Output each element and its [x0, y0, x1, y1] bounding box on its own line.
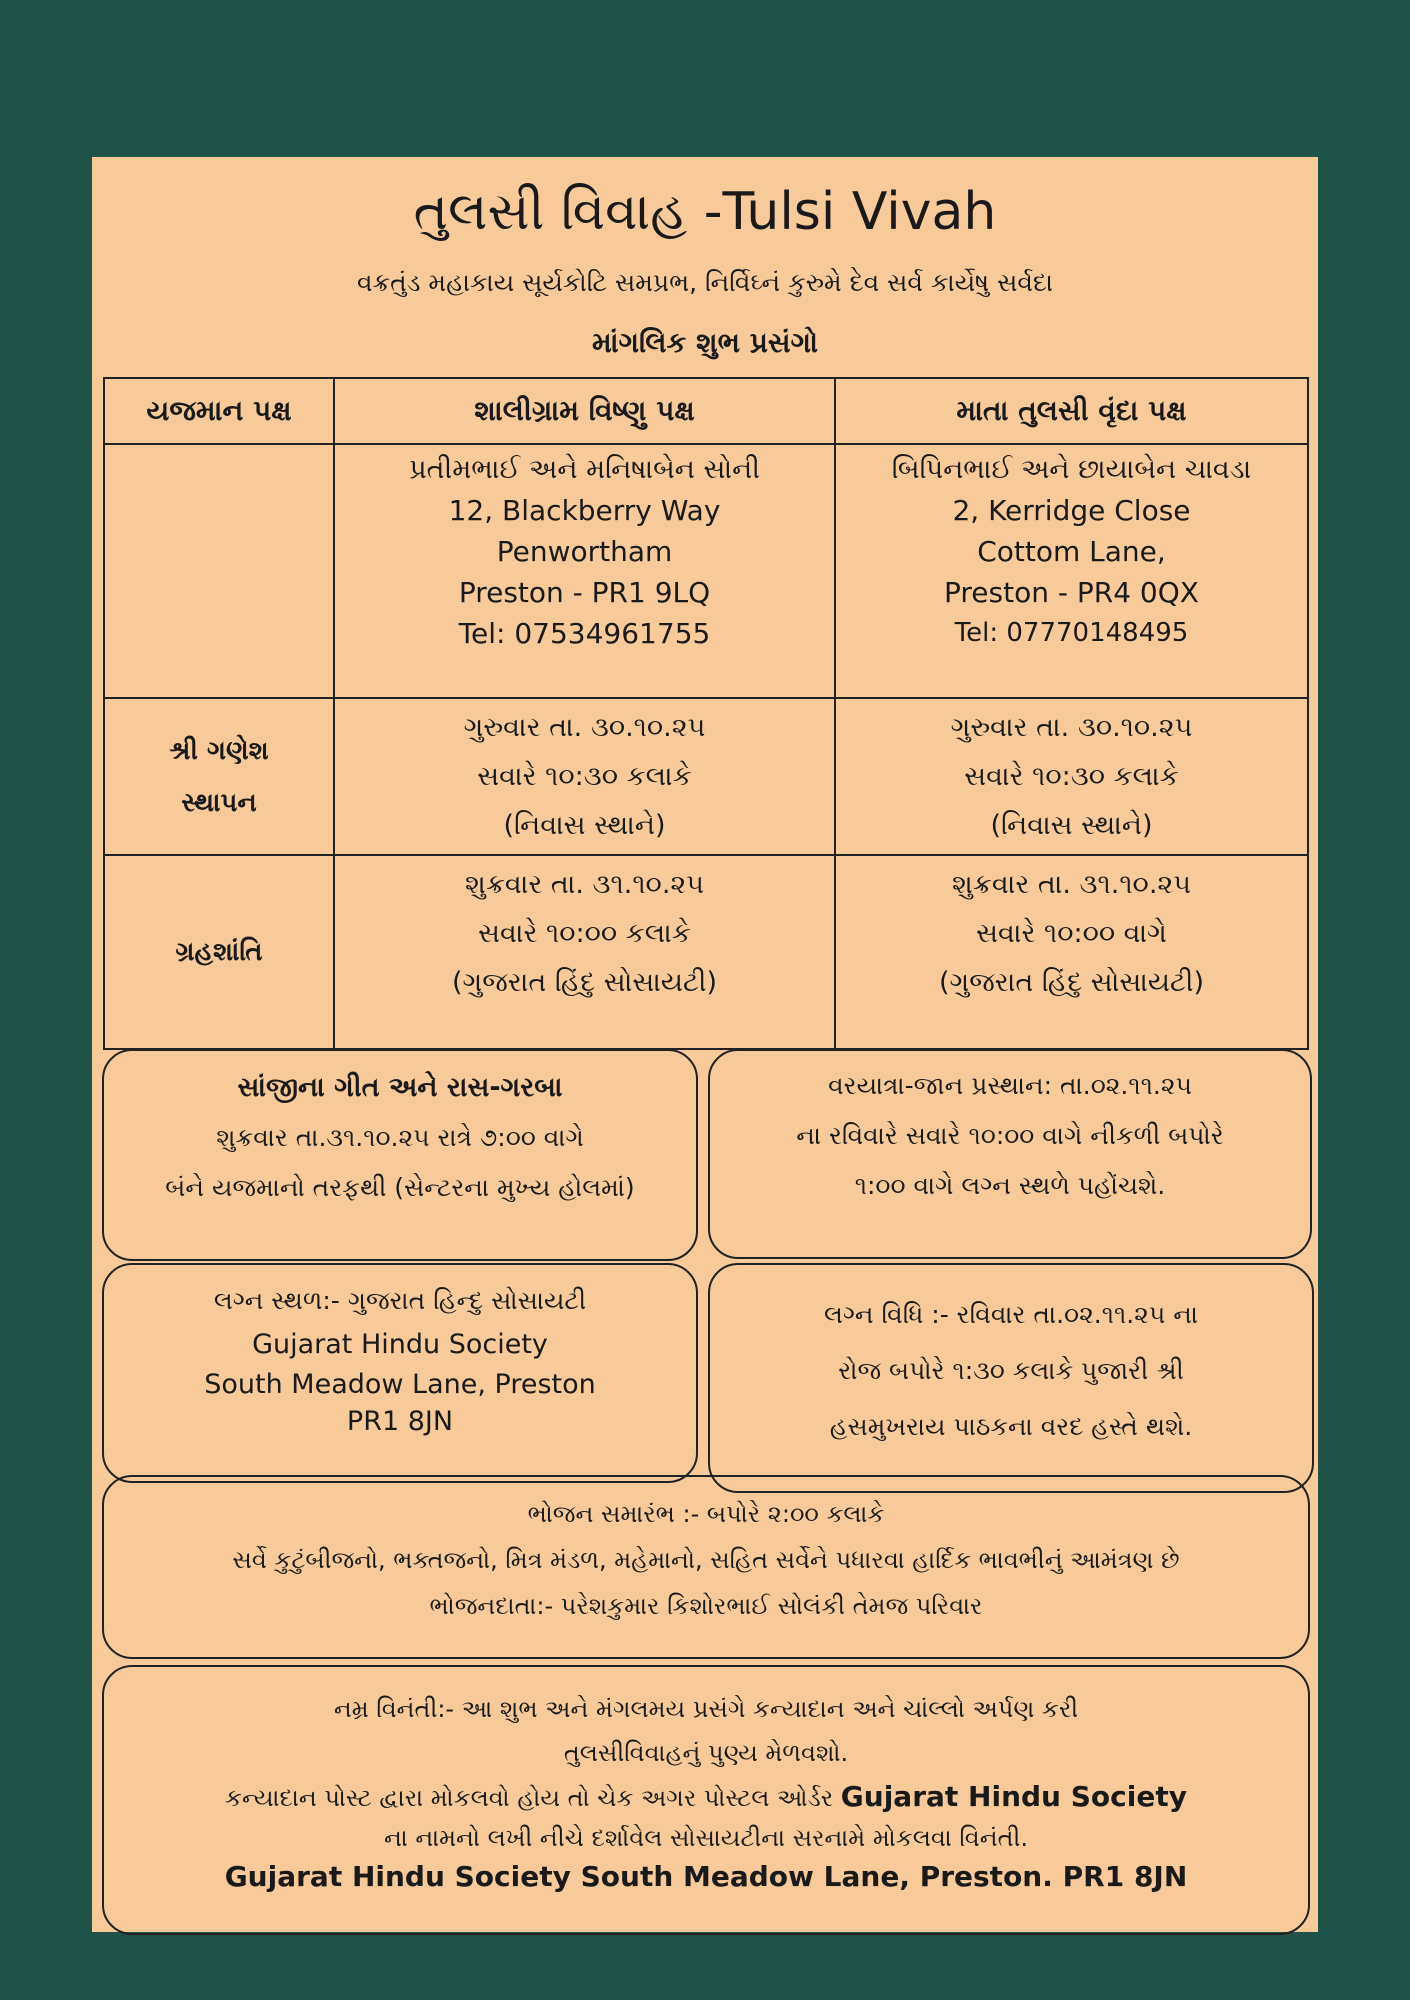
vinanti-line-1: નમ્ર વિનંતી:- આ શુભ અને મંગલમય પ્રસંગે કન્યાદાન અને ચાંલ્લો અર્પણ કરી [333, 1695, 1079, 1723]
venue-line-1: Gujarat Hindu Society [252, 1329, 548, 1360]
ganesh-vishnu-time: સવારે ૧૦:૩૦ કલાકે [477, 761, 692, 792]
vinanti-line-2: તુલસીવિવાહનું પુણ્ય મેળવશો. [563, 1739, 849, 1767]
host-tulsi-address-3: Preston - PR4 0QX [944, 576, 1199, 609]
graha-tulsi-time: સવારે ૧૦:૦૦ વાગે [976, 918, 1167, 949]
subtitle: માંગલિક શુભ પ્રસંગો [591, 326, 819, 359]
invitation-card [92, 157, 1318, 1932]
ganesh-tulsi-time: સવારે ૧૦:૩૦ કલાકે [964, 761, 1179, 792]
bhojan-line-1: ભોજન સમારંભ :- બપોરે ૨:૦૦ કલાકે [527, 1500, 885, 1528]
graha-tulsi-place: (ગુજરાત હિંદુ સોસાયટી) [938, 967, 1204, 998]
ganesh-vishnu-place: (નિવાસ સ્થાને) [503, 810, 666, 841]
vidhi-line-1: લગ્ન વિધિ :- રવિવાર તા.૦૨.૧૧.૨૫ ના [824, 1300, 1198, 1329]
ceremony-table [103, 377, 1309, 1050]
table-header-row [104, 378, 1308, 444]
garba-heading: સાંજીના ગીત અને રાસ-ગરબા [237, 1072, 563, 1103]
vinanti-society-name: Gujarat Hindu Society [840, 1780, 1187, 1813]
ganesh-label-2: સ્થાપન [181, 787, 257, 818]
header-yajman: યજમાન પક્ષ [104, 378, 334, 444]
varyatra-box [708, 1049, 1312, 1259]
venue-line-2: South Meadow Lane, Preston [204, 1369, 596, 1400]
varyatra-line-3: ૧:૦૦ વાગે લગ્ન સ્થળે પહોંચશે. [854, 1171, 1166, 1200]
shloka: વક્રતુંડ મહાકાય સૂર્યકોટિ સમપ્રભ, નિર્વિઘ્નં કુરુમે દેવ સર્વ કાર્યેષુ સર્વદા [356, 268, 1054, 297]
host-tulsi-tel: Tel: 07770148495 [954, 618, 1189, 648]
ganesh-label-1: શ્રી ગણેશ [169, 735, 269, 766]
venue-heading: લગ્ન સ્થળ:- ગુજરાત હિન્દુ સોસાયટી [213, 1286, 587, 1315]
vidhi-line-3: હસમુખરાય પાઠકના વરદ હસ્તે થશે. [829, 1412, 1193, 1441]
graha-tulsi-cell [835, 855, 1308, 1049]
host-tulsi-cell [835, 444, 1308, 698]
vidhi-line-2: રોજ બપોરે ૧:૩૦ કલાકે પુજારી શ્રી [838, 1356, 1184, 1385]
host-vishnu-name: પ્રતીમભાઈ અને મનિષાબેન સોની [409, 454, 760, 485]
bhojan-box [102, 1475, 1310, 1659]
table-row-hosts [104, 444, 1308, 698]
varyatra-line-1: વરયાત્રા-જાન પ્રસ્થાન: તા.૦૨.૧૧.૨૫ [828, 1071, 1192, 1100]
graha-label-cell: ગ્રહશાંતિ [104, 855, 334, 1049]
graha-tulsi-date: શુક્રવાર તા. ૩૧.૧૦.૨૫ [952, 869, 1191, 900]
host-tulsi-name: બિપિનભાઈ અને છાયાબેન ચાવડા [891, 454, 1252, 485]
page-title: તુલસી વિવાહ -Tulsi Vivah [413, 182, 997, 242]
vinanti-line-4: ના નામનો લખી નીચે દર્શાવેલ સોસાયટીના સરનામે મોકલવા વિનંતી. [383, 1824, 1029, 1852]
venue-box [102, 1263, 698, 1483]
venue-line-3: PR1 8JN [346, 1406, 454, 1437]
host-vishnu-cell [334, 444, 835, 698]
ganesh-vishnu-date: ગુરુવાર તા. ૩૦.૧૦.૨૫ [463, 712, 706, 743]
header-vishnu: શાલીગ્રામ વિષ્ણુ પક્ષ [334, 378, 835, 444]
table-row-graha [104, 855, 1308, 1049]
host-vishnu-address-2: Penwortham [496, 535, 673, 568]
header-tulsi: માતા તુલસી વૃંદા પક્ષ [835, 378, 1308, 444]
host-vishnu-address-1: 12, Blackberry Way [448, 494, 721, 527]
host-tulsi-address-1: 2, Kerridge Close [952, 494, 1191, 527]
vinanti-line-3 [104, 1775, 1308, 1820]
host-tulsi-address-2: Cottom Lane, [977, 535, 1166, 568]
vinanti-line-3-text: કન્યાદાન પોસ્ટ દ્વારા મોકલવો હોય તો ચેક અગર પોસ્ટલ ઓર્ડર [225, 1784, 841, 1812]
garba-line-1: શુક્રવાર તા.૩૧.૧૦.૨૫ રાત્રે ૭:૦૦ વાગે [216, 1123, 584, 1152]
vinanti-box [102, 1665, 1310, 1935]
graha-vishnu-time: સવારે ૧૦:૦૦ કલાકે [478, 918, 691, 949]
ganesh-tulsi-date: ગુરુવાર તા. ૩૦.૧૦.૨૫ [950, 712, 1193, 743]
bhojan-line-2: સર્વે કુટુંબીજનો, ભક્તજનો, મિત્ર મંડળ, મહેમાનો, સહિત સર્વેને પધારવા હાર્દિક ભાવભીનું આમંત્રણ છે [232, 1546, 1180, 1574]
ganesh-label-cell [104, 698, 334, 855]
host-vishnu-address-3: Preston - PR1 9LQ [458, 576, 711, 609]
ganesh-tulsi-place: (નિવાસ સ્થાને) [990, 810, 1153, 841]
graha-vishnu-place: (ગુજરાત હિંદુ સોસાયટી) [451, 967, 717, 998]
vinanti-address: Gujarat Hindu Society South Meadow Lane, Preston. PR1 8JN [224, 1860, 1188, 1893]
host-label-cell [104, 444, 334, 698]
garba-line-2: બંને યજમાનો તરફથી (સેન્ટરના મુખ્ય હોલમાં) [165, 1173, 635, 1202]
ganesh-vishnu-cell [334, 698, 835, 855]
vidhi-box [708, 1263, 1314, 1493]
bhojan-line-3: ભોજનદાતા:- પરેશકુમાર કિશોરભાઈ સોલંકી તેમજ પરિવાર [429, 1592, 983, 1620]
graha-vishnu-date: શુક્રવાર તા. ૩૧.૧૦.૨૫ [465, 869, 704, 900]
varyatra-line-2: ના રવિવારે સવારે ૧૦:૦૦ વાગે નીકળી બપોરે [796, 1121, 1224, 1150]
table-row-ganesh [104, 698, 1308, 855]
ganesh-tulsi-cell [835, 698, 1308, 855]
garba-box [102, 1049, 698, 1261]
graha-vishnu-cell [334, 855, 835, 1049]
host-vishnu-tel: Tel: 07534961755 [458, 617, 711, 650]
